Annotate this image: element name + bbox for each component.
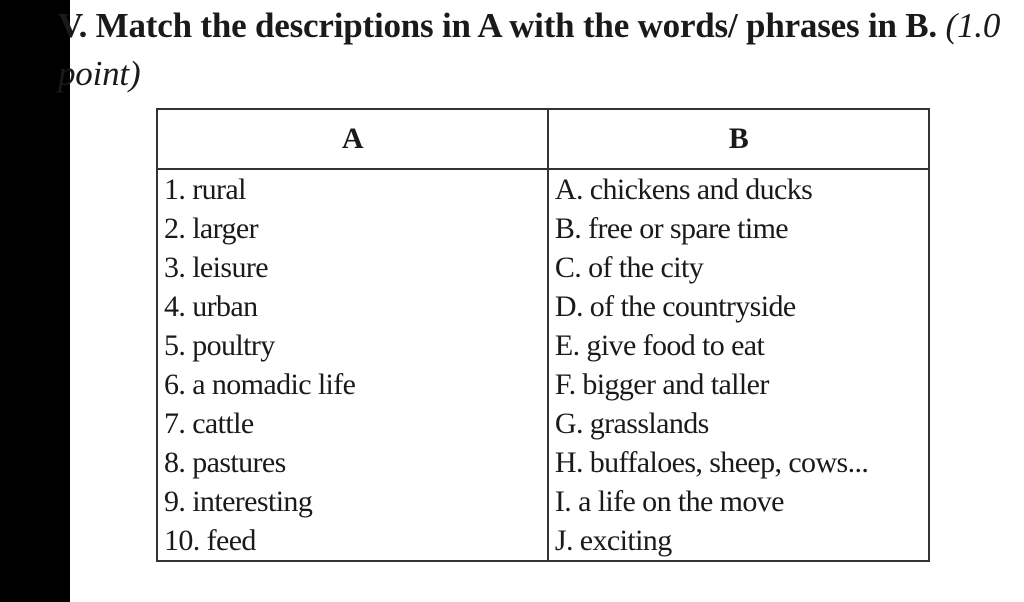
column-a-header: A [157,109,548,169]
column-b-cell: G. grasslands [548,404,929,443]
column-a-cell: 8. pastures [157,443,548,482]
column-b-cell: A. chickens and ducks [548,169,929,209]
column-b-cell: J. exciting [548,521,929,561]
column-a-cell: 10. feed [157,521,548,561]
exercise-title: V. Match the descriptions in A with the words/ phrases in B. [58,6,937,45]
column-b-header: B [548,109,929,169]
column-b-cell: F. bigger and taller [548,365,929,404]
column-a-cell: 1. rural [157,169,548,209]
column-b-cell: E. give food to eat [548,326,929,365]
table-row [157,248,929,287]
exercise-heading [58,2,1018,98]
column-a-cell: 9. interesting [157,482,548,521]
table-row [157,326,929,365]
table-row [157,482,929,521]
table-row [157,404,929,443]
table-header-row [157,109,929,169]
column-b-cell: C. of the city [548,248,929,287]
column-a-cell: 4. urban [157,287,548,326]
table-row [157,209,929,248]
matching-table [156,108,930,562]
table-row [157,169,929,209]
table-row [157,521,929,561]
column-b-cell: I. a life on the move [548,482,929,521]
column-a-cell: 5. poultry [157,326,548,365]
column-b-cell: H. buffaloes, sheep, cows... [548,443,929,482]
column-a-cell: 6. a nomadic life [157,365,548,404]
table-row [157,443,929,482]
column-a-cell: 7. cattle [157,404,548,443]
table-row [157,287,929,326]
table-row [157,365,929,404]
exercise-points: (1.0 point) [58,6,1001,93]
column-a-cell: 3. leisure [157,248,548,287]
column-b-cell: D. of the countryside [548,287,929,326]
column-b-cell: B. free or spare time [548,209,929,248]
column-a-cell: 2. larger [157,209,548,248]
